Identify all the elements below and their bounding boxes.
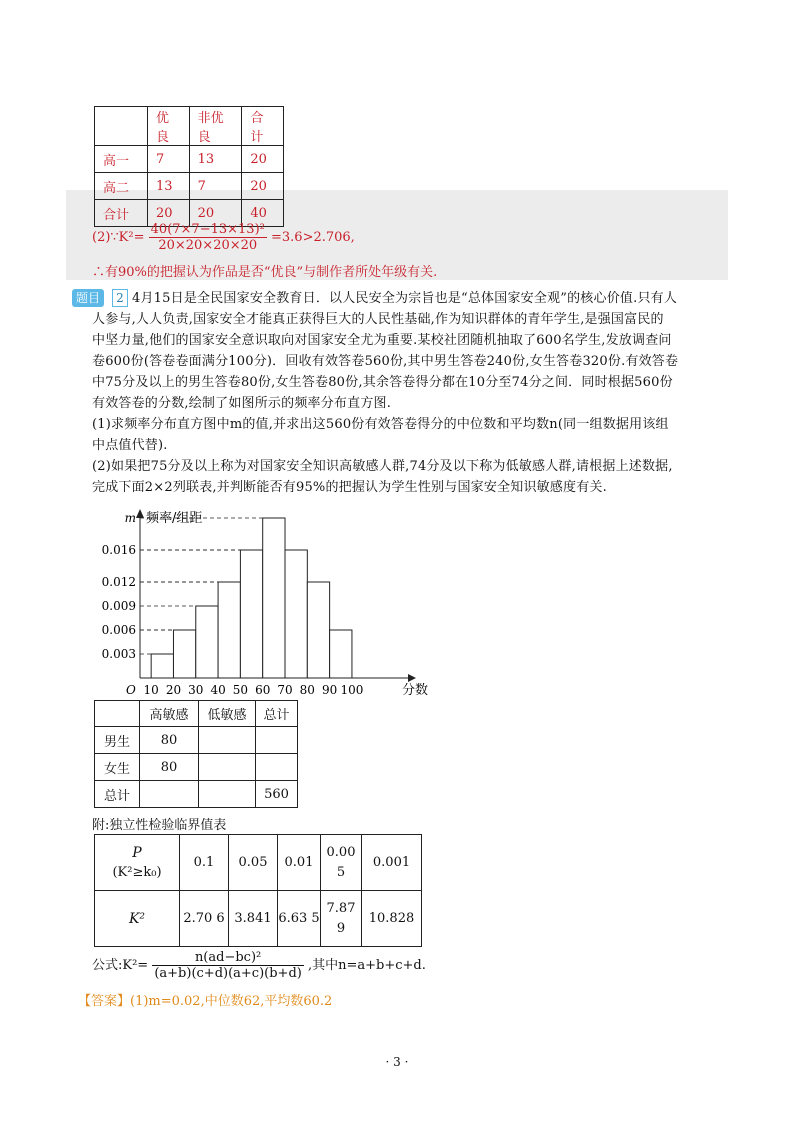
- table-header-cell: [95, 107, 148, 146]
- fraction-numerator: 40(7×7−13×13)²: [150, 222, 265, 237]
- text-line: 中75分及以上的男生答卷80份,女生答卷80份,其余答卷得分都在10分至74分之间．同时根据560份: [92, 375, 673, 390]
- table-cell: [199, 727, 256, 754]
- x-tick-label: 60: [255, 683, 271, 697]
- x-tick-label: 90: [321, 683, 338, 697]
- x-tick-label: 50: [232, 683, 249, 697]
- y-tick-label: m: [124, 511, 136, 525]
- table-cell: 20: [242, 146, 284, 173]
- table-cell: 0.00 5: [321, 835, 362, 891]
- solution-2-suffix: =3.6>2.706,: [271, 230, 355, 245]
- table-header-cell: 总计: [256, 701, 298, 727]
- table-cell: 10.828: [362, 891, 422, 947]
- contingency-table: [94, 700, 298, 808]
- text-line: 人参与,人人负责,国家安全才能真正获得巨大的人民性基础,作为知识群体的青年学生,是强国富民的: [92, 312, 664, 327]
- table-cell: 高二: [95, 173, 148, 200]
- y-axis-label: 频率/组距: [146, 511, 203, 526]
- x-tick-label: 70: [277, 683, 293, 697]
- k2-formula: [92, 950, 426, 981]
- fraction-denominator: (a+b)(c+d)(a+c)(b+d): [154, 966, 302, 981]
- table-cell: 7: [148, 146, 190, 173]
- table-cell: 0.001: [362, 835, 422, 891]
- y-axis-arrow: [136, 509, 144, 518]
- p-label: P: [132, 844, 142, 861]
- solution-2-fraction: [149, 222, 267, 253]
- histogram-bar: [218, 582, 240, 678]
- problem-text: [132, 288, 722, 309]
- x-tick-label: 30: [188, 683, 204, 697]
- fraction-denominator: 20×20×20×20: [158, 238, 258, 253]
- x-tick-label: 80: [299, 683, 315, 697]
- table-cell: 7: [189, 173, 242, 200]
- grade-quality-table: [94, 106, 284, 227]
- solution-2-formula: [92, 222, 355, 253]
- y-tick-label: 0.003: [101, 647, 136, 661]
- table-cell: [199, 781, 256, 808]
- formula-prefix: 公式:K²=: [92, 958, 149, 973]
- histogram-bar: [263, 518, 285, 678]
- table-cell: 20: [242, 173, 284, 200]
- x-tick-label: 100: [340, 683, 364, 697]
- solution-2-prefix: (2)∵K²=: [92, 230, 145, 245]
- text-line: 中坚力量,他们的国家安全意识取向对国家安全尤为重要.某校社团随机抽取了600名学生,发放调查问: [92, 333, 672, 348]
- solution-2-conclusion: ∴有90%的把握认为作品是否“优良”与制作者所处年级有关.: [92, 265, 438, 280]
- fraction-numerator: n(ad−bc)²: [152, 950, 304, 966]
- appendix-label: 附:独立性检验临界值表: [92, 818, 227, 833]
- histogram-bar: [240, 550, 262, 678]
- table-cell: 0.01: [278, 835, 321, 891]
- text-line: 有效答卷的分数,绘制了如图所示的频率分布直方图.: [92, 396, 392, 411]
- table-header-cell: 非优良: [189, 107, 242, 146]
- table-cell: [256, 754, 298, 781]
- y-tick-label: 0.012: [101, 575, 136, 589]
- table-header-cell: [95, 701, 140, 727]
- table-header-cell: 低敏感: [199, 701, 256, 727]
- table-cell: [256, 727, 298, 754]
- x-tick-label: 40: [210, 683, 226, 697]
- formula-fraction: [152, 950, 304, 981]
- histogram-bar: [307, 582, 329, 678]
- table-cell: 高一: [95, 146, 148, 173]
- frequency-histogram: [90, 508, 429, 698]
- table-cell: 80: [140, 727, 199, 754]
- histogram-bar: [285, 550, 307, 678]
- table-cell: 0.05: [229, 835, 278, 891]
- text-line: 4月15日是全民国家安全教育日．以人民安全为宗旨也是“总体国家安全观”的核心价值.只有人: [132, 291, 678, 306]
- table-cell: [140, 781, 199, 808]
- table-cell: 0.1: [180, 835, 229, 891]
- p-label-cell: [95, 835, 180, 891]
- table-cell: 20: [148, 200, 190, 227]
- table-cell: 2.70 6: [180, 891, 229, 947]
- text-line: 卷600份(答卷卷面满分100分)．回收有效答卷560份,其中男生答卷240份,女生答卷320份.有效答卷: [92, 354, 679, 369]
- table-cell: 80: [140, 754, 199, 781]
- origin-label: O: [126, 683, 136, 697]
- table-cell: 总计: [95, 781, 140, 808]
- histogram-bar: [151, 654, 173, 678]
- question-1-line: 中点值代替).: [92, 438, 168, 453]
- histogram-bar: [196, 606, 218, 678]
- table-cell: 560: [256, 781, 298, 808]
- x-tick-label: 20: [165, 683, 182, 697]
- formula-suffix: ,其中n=a+b+c+d.: [307, 958, 426, 973]
- table-cell: 合计: [95, 200, 148, 227]
- table-cell: 20: [189, 200, 242, 227]
- y-tick-label: 0.009: [101, 599, 136, 613]
- table-header-cell: 高敏感: [140, 701, 199, 727]
- answer-line: 【答案】(1)m=0.02,中位数62,平均数60.2: [78, 994, 333, 1009]
- table-cell: 女生: [95, 754, 140, 781]
- x-axis-arrow: [408, 674, 416, 682]
- critical-value-table: [94, 834, 422, 947]
- table-cell: 男生: [95, 727, 140, 754]
- table-cell: [199, 754, 256, 781]
- page-number: · 3 ·: [385, 1055, 409, 1069]
- table-header-cell: 优良: [148, 107, 190, 146]
- y-tick-label: 0.016: [101, 543, 136, 557]
- question-2-line: (2)如果把75分及以上称为对国家安全知识高敏感人群,74分及以下称为低敏感人群,请根据上述数据,: [92, 459, 673, 474]
- k2-label: K²: [95, 891, 180, 947]
- p-condition: (K²≥k₀): [112, 864, 162, 880]
- table-cell: 13: [148, 173, 190, 200]
- problem-number: 2: [112, 289, 128, 307]
- histogram-bar: [330, 630, 352, 678]
- question-1-line: (1)求频率分布直方图中m的值,并求出这560份有效答卷得分的中位数和平均数n(同一组数据用该组: [92, 417, 669, 432]
- table-cell: 13: [189, 146, 242, 173]
- table-cell: 40: [242, 200, 284, 227]
- table-cell: 7.87 9: [321, 891, 362, 947]
- problem-text-cont: [92, 309, 708, 498]
- y-tick-label: 0.006: [101, 623, 136, 637]
- x-tick-label: 10: [143, 683, 159, 697]
- x-axis-label: 分数: [402, 683, 429, 698]
- table-cell: 6.63 5: [278, 891, 321, 947]
- problem-tag: 题目: [72, 289, 104, 307]
- histogram-bar: [173, 630, 195, 678]
- table-header-cell: 合计: [242, 107, 284, 146]
- table-cell: 3.841: [229, 891, 278, 947]
- question-2-line: 完成下面2×2列联表,并判断能否有95%的把握认为学生性别与国家安全知识敏感度有关.: [92, 480, 607, 495]
